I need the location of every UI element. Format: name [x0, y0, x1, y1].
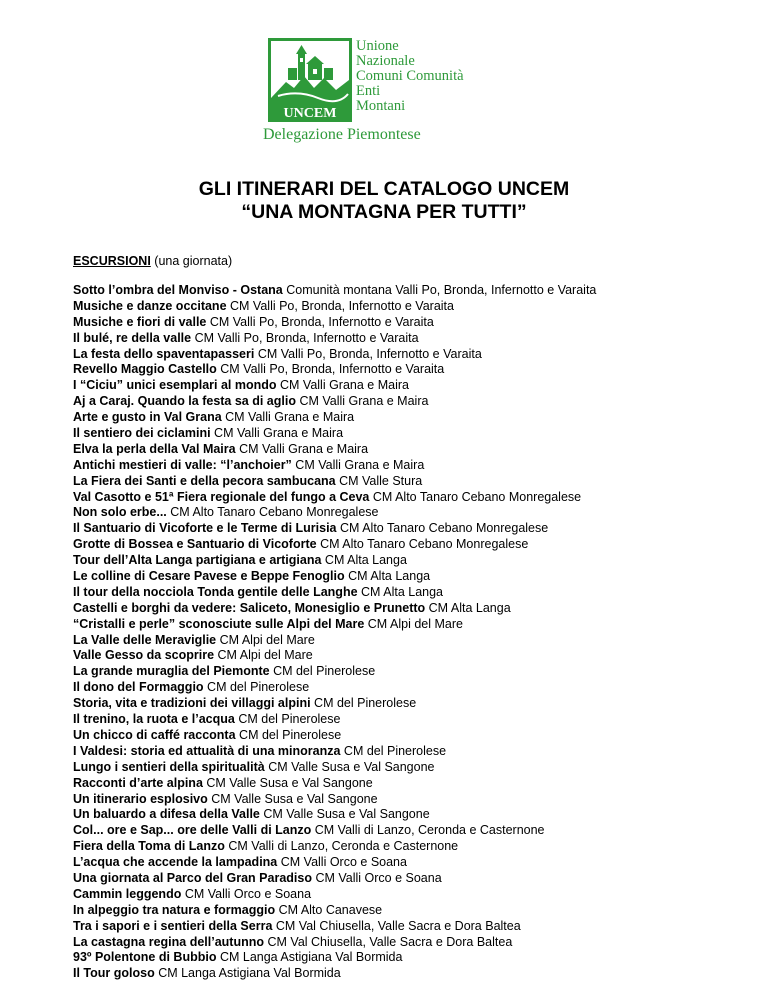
community-name: CM Valli Po, Bronda, Infernotto e Varaita [230, 298, 454, 313]
list-item [73, 966, 596, 982]
itinerary-name: Il tour della nocciola Tonda gentile delle Langhe [73, 584, 358, 599]
list-item [73, 871, 596, 887]
community-name: CM del Pinerolese [207, 680, 310, 695]
community-name: CM Alpi del Mare [219, 632, 315, 647]
community-name: CM del Pinerolese [238, 712, 341, 727]
itinerary-list [73, 283, 596, 982]
itinerary-name: Cammin leggendo [73, 886, 182, 901]
itinerary-name: Sotto l’ombra del Monviso - Ostana [73, 283, 283, 297]
itinerary-name: In alpeggio tra natura e formaggio [73, 902, 276, 917]
itinerary-name: Il Santuario di Vicoforte e le Terme di Lurisia [73, 521, 337, 536]
list-item [73, 299, 596, 315]
itinerary-name: 93º Polentone di Bubbio [73, 950, 217, 965]
list-item [73, 442, 596, 458]
itinerary-name: Non solo erbe... [73, 505, 167, 520]
itinerary-name: Arte e gusto in Val Grana [73, 410, 222, 425]
itinerary-name: Racconti d’arte alpina [73, 775, 203, 790]
itinerary-name: Le colline di Cesare Pavese e Beppe Fenoglio [73, 569, 345, 584]
community-name: CM Valle Susa e Val Sangone [211, 791, 378, 806]
itinerary-name: Col... ore e Sap... ore delle Valli di Lanzo [73, 823, 312, 838]
itinerary-name: Il bulé, re della valle [73, 330, 192, 345]
community-name: CM Alto Tanaro Cebano Monregalese [372, 489, 582, 504]
itinerary-name: Lungo i sentieri della spiritualità [73, 759, 265, 774]
list-item [73, 521, 596, 537]
title-line-2: “UNA MONTAGNA PER TUTTI” [241, 201, 527, 223]
itinerary-name: Il sentiero dei ciclamini [73, 426, 211, 441]
list-item [73, 855, 596, 871]
itinerary-name: Il trenino, la ruota e l’acqua [73, 712, 235, 727]
logo-line: Comuni Comunità [356, 68, 464, 84]
itinerary-name: Grotte di Bossea e Santuario di Vicoforte [73, 537, 317, 552]
itinerary-name: Il dono del Formaggio [73, 680, 204, 695]
list-item [73, 807, 596, 823]
community-name: CM Valli Po, Bronda, Infernotto e Varaita [220, 362, 445, 377]
itinerary-name: Elva la perla della Val Maira [73, 441, 236, 456]
list-item [73, 680, 596, 696]
community-name: Comunità montana Valli Po, Bronda, Infernotto e Varaita [286, 283, 597, 297]
list-item [73, 378, 596, 394]
community-name: CM Alto Canavese [278, 902, 383, 917]
itinerary-name: La grande muraglia del Piemonte [73, 664, 270, 679]
itinerary-name: Storia, vita e tradizioni dei villaggi alpini [73, 696, 311, 711]
community-name: CM Valli Orco e Soana [280, 855, 407, 870]
itinerary-name: “Cristalli e perle” sconosciute sulle Alpi del Mare [73, 616, 365, 631]
list-item [73, 569, 596, 585]
logo-badge: UNCEM [283, 106, 337, 121]
community-name: CM Alpi del Mare [367, 616, 463, 631]
community-name: CM Val Chiusella, Valle Sacra e Dora Baltea [275, 918, 521, 933]
list-item [73, 633, 596, 649]
list-item [73, 410, 596, 426]
list-item [73, 601, 596, 617]
community-name: CM Langa Astigiana Val Bormida [219, 950, 403, 965]
itinerary-name: Revello Maggio Castello [73, 362, 217, 377]
itinerary-name: Antichi mestieri di valle: “l’anchoier” [73, 457, 292, 472]
list-item [73, 712, 596, 728]
itinerary-name: Fiera della Toma di Lanzo [73, 839, 225, 854]
title-line-1: GLI ITINERARI DEL CATALOGO UNCEM [198, 178, 570, 200]
list-item [73, 760, 596, 776]
itinerary-name: Il Tour goloso [73, 966, 155, 981]
community-name: CM del Pinerolese [343, 743, 447, 758]
itinerary-name: Valle Gesso da scoprire [73, 648, 215, 663]
community-name: CM Valli di Lanzo, Ceronda e Casternone [314, 823, 545, 838]
community-name: CM Alta Langa [428, 600, 511, 615]
list-item [73, 537, 596, 553]
logo-line: Unione [356, 38, 399, 54]
community-name: CM Alto Tanaro Cebano Monregalese [339, 521, 549, 536]
logo-line: Enti [356, 83, 381, 99]
community-name: CM Valli di Lanzo, Ceronda e Casternone [228, 839, 459, 854]
list-item [73, 664, 596, 680]
itinerary-name: La festa dello spaventapasseri [73, 346, 255, 361]
list-item [73, 950, 596, 966]
community-name: CM Valli Po, Bronda, Infernotto e Varaita [209, 314, 434, 329]
list-item [73, 617, 596, 633]
list-item [73, 458, 596, 474]
itinerary-name: Musiche e fiori di valle [73, 314, 207, 329]
community-name: CM Alta Langa [361, 584, 444, 599]
list-item [73, 728, 596, 744]
list-item [73, 331, 596, 347]
community-name: CM Valli Grana e Maira [280, 378, 409, 393]
logo-text [356, 39, 464, 114]
uncem-logo [263, 38, 523, 148]
community-name: CM Valli Po, Bronda, Infernotto e Varaita [194, 330, 419, 345]
community-name: CM Valli Orco e Soana [184, 886, 312, 901]
community-name: CM Alto Tanaro Cebano Monregalese [320, 537, 529, 552]
list-item [73, 490, 596, 506]
community-name: CM del Pinerolese [314, 696, 417, 711]
itinerary-name: Aj a Caraj. Quando la festa sa di aglio [73, 394, 296, 409]
list-item [73, 474, 596, 490]
list-item [73, 792, 596, 808]
itinerary-name: I “Ciciu” unici esemplari al mondo [73, 378, 277, 393]
list-item [73, 505, 596, 521]
community-name: CM Valle Stura [339, 473, 423, 488]
community-name: CM Valle Susa e Val Sangone [263, 807, 430, 822]
list-item [73, 903, 596, 919]
itinerary-name: I Valdesi: storia ed attualità di una minoranza [73, 743, 341, 758]
community-name: CM del Pinerolese [273, 664, 376, 679]
list-item [73, 426, 596, 442]
section-heading [73, 254, 232, 268]
community-name: CM Valle Susa e Val Sangone [206, 775, 373, 790]
itinerary-name: La Fiera dei Santi e della pecora sambucana [73, 473, 336, 488]
document-title [0, 178, 768, 224]
itinerary-name: La Valle delle Meraviglie [73, 632, 217, 647]
community-name: CM Valli Grana e Maira [239, 441, 369, 456]
list-item [73, 553, 596, 569]
community-name: CM Val Chiusella, Valle Sacra e Dora Baltea [267, 934, 513, 949]
list-item [73, 585, 596, 601]
itinerary-name: Tour dell’Alta Langa partigiana e artigiana [73, 553, 322, 568]
itinerary-name: Una giornata al Parco del Gran Paradiso [73, 870, 312, 885]
list-item [73, 935, 596, 951]
logo-line: Nazionale [356, 53, 415, 69]
itinerary-name: Musiche e danze occitane [73, 298, 227, 313]
logo-line: Montani [356, 98, 406, 114]
itinerary-name: Un itinerario esplosivo [73, 791, 208, 806]
community-name: CM del Pinerolese [239, 727, 342, 742]
logo-tagline: Delegazione Piemontese [263, 126, 421, 143]
list-item [73, 919, 596, 935]
list-item [73, 283, 596, 299]
community-name: CM Valli Grana e Maira [214, 426, 344, 441]
itinerary-name: Castelli e borghi da vedere: Saliceto, Monesiglio e Prunetto [73, 600, 426, 615]
list-item [73, 776, 596, 792]
list-item [73, 744, 596, 760]
list-item [73, 394, 596, 410]
community-name: CM Alta Langa [348, 569, 431, 584]
section-note: (una giornata) [154, 254, 233, 268]
community-name: CM Alto Tanaro Cebano Monregalese [170, 505, 379, 520]
itinerary-name: La castagna regina dell’autunno [73, 934, 265, 949]
mountain-village-icon [268, 38, 352, 122]
list-item [73, 315, 596, 331]
list-item [73, 362, 596, 378]
itinerary-name: Un chicco di caffé racconta [73, 727, 236, 742]
itinerary-name: L’acqua che accende la lampadina [73, 855, 278, 870]
list-item [73, 648, 596, 664]
section-title: ESCURSIONI [73, 254, 151, 268]
itinerary-name: Val Casotto e 51ª Fiera regionale del fungo a Ceva [73, 489, 370, 504]
community-name: CM Valli Grana e Maira [299, 394, 429, 409]
community-name: CM Valle Susa e Val Sangone [268, 759, 435, 774]
itinerary-name: Un baluardo a difesa della Valle [73, 807, 260, 822]
community-name: CM Alta Langa [324, 553, 407, 568]
community-name: CM Alpi del Mare [217, 648, 313, 663]
list-item [73, 823, 596, 839]
community-name: CM Valli Po, Bronda, Infernotto e Varaita [257, 346, 482, 361]
community-name: CM Valli Grana e Maira [225, 410, 355, 425]
community-name: CM Valli Orco e Soana [315, 870, 442, 885]
list-item [73, 887, 596, 903]
community-name: CM Langa Astigiana Val Bormida [158, 966, 341, 981]
list-item [73, 347, 596, 363]
list-item [73, 839, 596, 855]
itinerary-name: Tra i sapori e i sentieri della Serra [73, 918, 273, 933]
list-item [73, 696, 596, 712]
community-name: CM Valli Grana e Maira [295, 457, 425, 472]
